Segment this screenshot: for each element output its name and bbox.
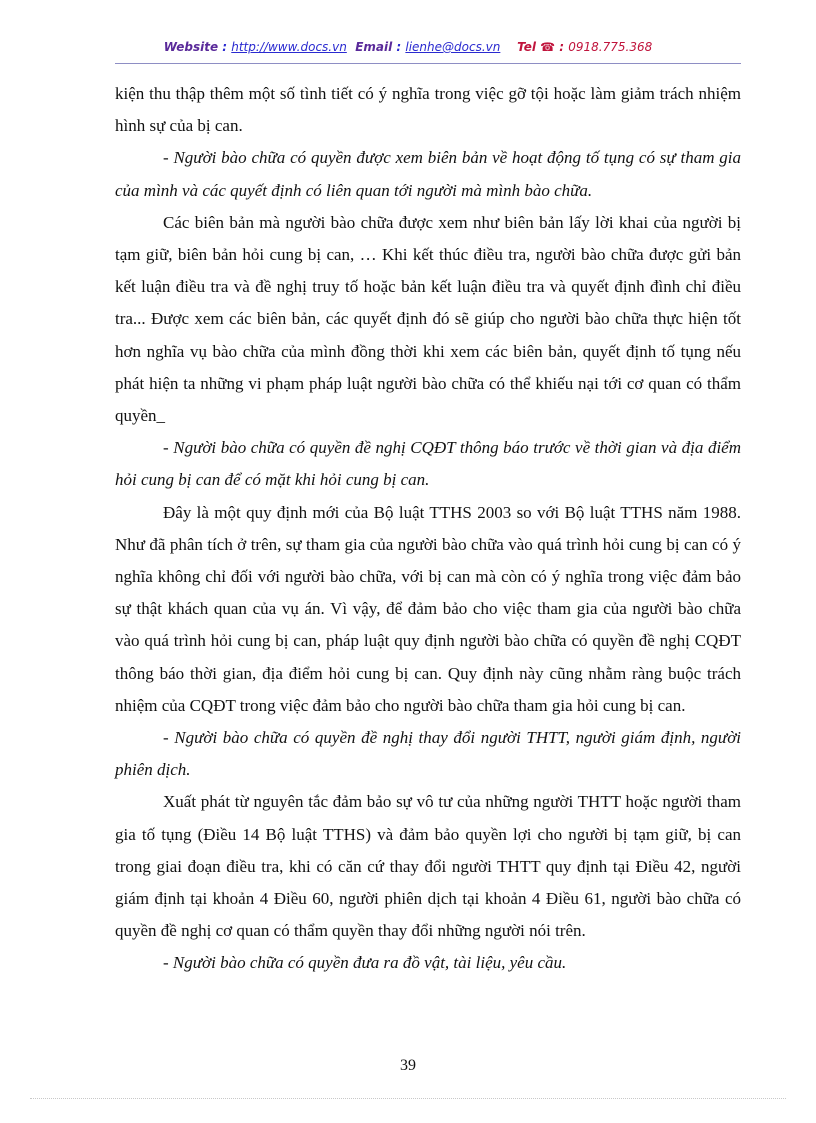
- paragraph-5: Đây là một quy định mới của Bộ luật TTHS 2003 so với Bộ luật TTHS năm 1988. Như đã phân tích ở trên, sự tham gia của người bào chữa vào quá trình hỏi cung bị can có ý nghĩa không chỉ đối với người bào chữa, với bị can mà còn có ý nghĩa trong việc đảm bảo sự thật khách quan của vụ án. Vì vậy, để đảm bảo cho việc tham gia của người bào chữa vào quá trình hỏi cung bị can, pháp luật quy định người bào chữa có quyền đề nghị CQĐT thông báo thời gian, địa điểm hỏi cung bị can. Quy định này cũng nhằm ràng buộc trách nhiệm của CQĐT trong việc đảm bảo cho người bào chữa tham gia hỏi cung bị can.: [115, 502, 741, 715]
- email-link[interactable]: lienhe@docs.vn: [405, 40, 501, 54]
- paragraph-6: - Người bào chữa có quyền đề nghị thay đổi người THTT, người giám định, người phiên dịch.: [115, 728, 741, 780]
- website-colon: :: [218, 40, 232, 54]
- page-number: 39: [400, 1057, 416, 1074]
- website-link[interactable]: http://www.docs.vn: [231, 40, 347, 54]
- paragraph-1: kiện thu thập thêm một số tình tiết có ý nghĩa trong việc gỡ tội hoặc làm giảm trách nhiệm hình sự của bị can.: [115, 84, 741, 136]
- paragraph-7: Xuất phát từ nguyên tắc đảm bảo sự vô tư của những người THTT hoặc người tham gia tố tụng (Điều 14 Bộ luật TTHS) và đảm bảo quyền lợi cho người bị tạm giữ, bị can trong giai đoạn điều tra, khi có căn cứ thay đổi người THTT quy định tại Điều 42, người giám định tại khoản 4 Điều 60, người phiên dịch tại khoản 4 Điều 61, người bào chữa có quyền đề nghị cơ quan có thẩm quyền thay đổi những người nói trên.: [115, 792, 741, 941]
- paragraph-3: Các biên bản mà người bào chữa được xem như biên bản lấy lời khai của người bị tạm giữ, biên bản hỏi cung bị can, … Khi kết thúc điều tra, người bào chữa được gửi bản kết luận điều tra và đề nghị truy tố hoặc bản kết luận điều tra và quyết định đình chỉ điều tra... Được xem các biên bản, các quyết định đó sẽ giúp cho người bào chữa thực hiện tốt hơn nghĩa vụ bào chữa của mình đồng thời khi xem các biên bản, quyết định tố tụng nếu phát hiện ta những vi phạm pháp luật người bào chữa có thể khiếu nại tới cơ quan có thẩm quyền_: [115, 212, 741, 426]
- header-divider: [115, 63, 741, 64]
- website-label: Website: [163, 40, 219, 54]
- tel-number: 0918.775.368: [568, 40, 653, 54]
- paragraph-8: - Người bào chữa có quyền đưa ra đồ vật, tài liệu, yêu cầu.: [163, 953, 567, 973]
- page-header: [0, 40, 816, 54]
- email-label: Email: [355, 40, 393, 54]
- paragraph-4: - Người bào chữa có quyền đề nghị CQĐT thông báo trước về thời gian và địa điểm hỏi cung bị can để có mặt khi hỏi cung bị can.: [115, 438, 741, 490]
- paragraph-2: - Người bào chữa có quyền được xem biên bản về hoạt động tố tụng có sự tham gia của mình và các quyết định có liên quan tới người mà mình bào chữa.: [115, 148, 741, 200]
- footer-divider: [30, 1098, 786, 1099]
- document-body: [115, 78, 741, 980]
- tel-label: Tel ☎ :: [517, 40, 565, 54]
- email-colon: :: [392, 40, 406, 54]
